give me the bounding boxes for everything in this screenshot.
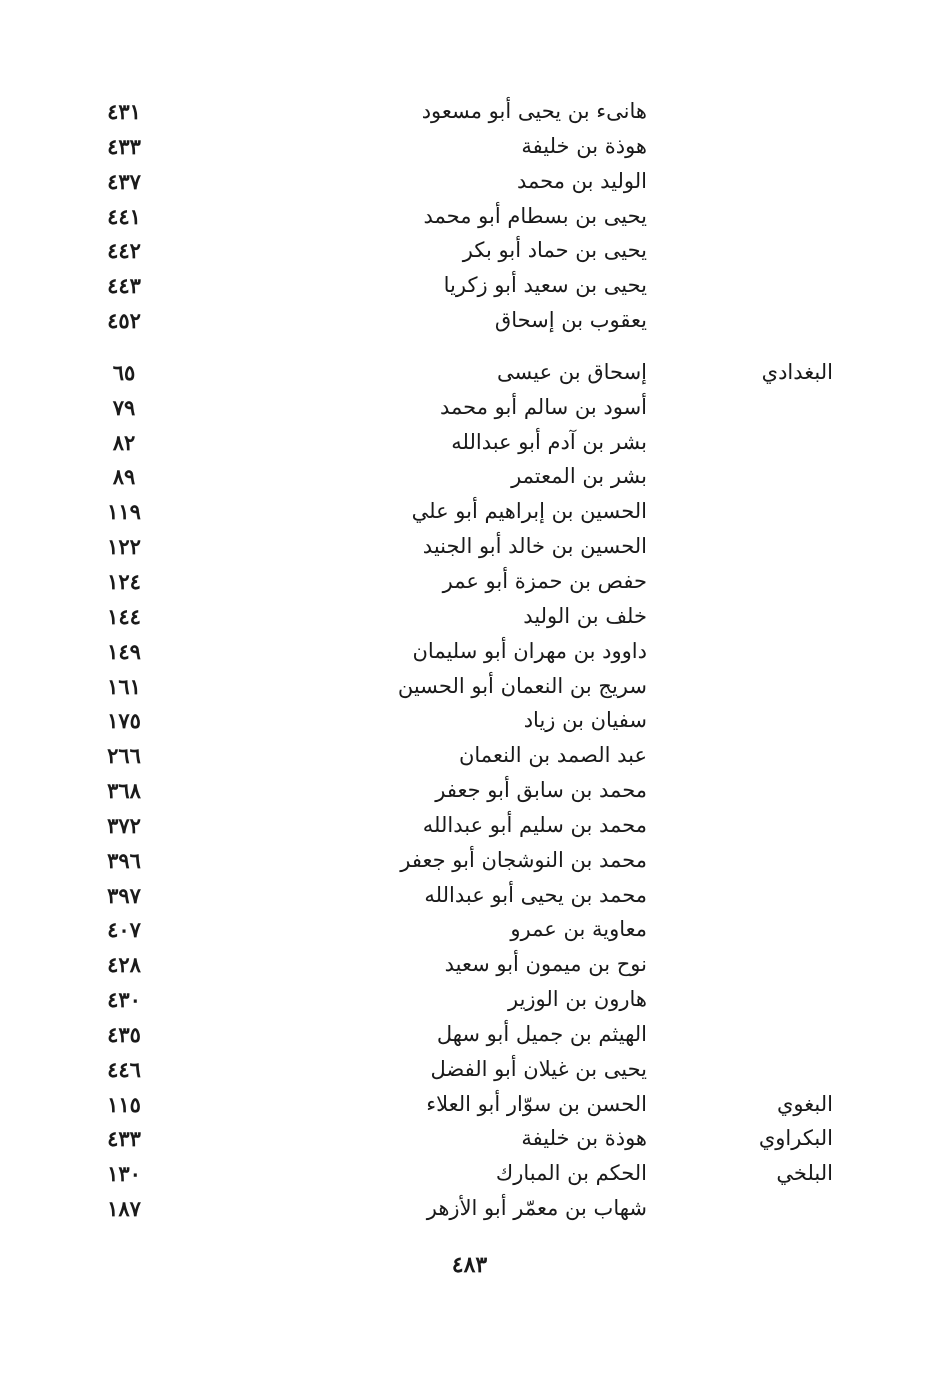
entry-name: يحيى بن سعيد أبو زكريا: [443, 273, 647, 298]
index-entry: [0, 983, 939, 1018]
entry-name: خلف بن الوليد: [523, 603, 647, 628]
index-entry: [0, 844, 939, 879]
entry-page-number: ٤٢٨: [107, 952, 141, 978]
entry-name: الحسين بن إبراهيم أبو علي: [411, 499, 647, 524]
entry-name: عبد الصمد بن النعمان: [458, 743, 647, 768]
entry-page-number: ١٤٩: [107, 638, 141, 664]
entry-page-number: ٢٦٦: [107, 743, 141, 769]
index-entry: [0, 1122, 939, 1157]
entry-name: معاوية بن عمرو: [510, 917, 647, 942]
entry-page-number: ٤٥٢: [107, 308, 141, 334]
entry-name: بشر بن المعتمر: [511, 464, 647, 489]
entry-page-number: ١٨٧: [107, 1196, 141, 1222]
entry-page-number: ٤٤٦: [107, 1056, 141, 1082]
index-entry: [0, 1018, 939, 1053]
entry-page-number: ١٦١: [107, 673, 141, 699]
index-entry: [0, 1088, 939, 1123]
entry-name: نوح بن ميمون أبو سعيد: [444, 952, 647, 977]
index-entry: [0, 1192, 939, 1227]
entry-page-number: ٤٣٥: [107, 1021, 141, 1047]
entry-page-number: ١٧٥: [107, 708, 141, 734]
entry-page-number: ٤٠٧: [107, 917, 141, 943]
entry-page-number: ٨٩: [112, 464, 136, 490]
entry-name: هانىء بن يحيى أبو مسعود: [421, 99, 647, 123]
entry-page-number: ١٢٤: [107, 568, 141, 594]
index-entry: [0, 948, 939, 983]
index-entry: [0, 565, 939, 600]
nisba-heading: البغوي: [777, 1091, 833, 1116]
entry-name: هوذة بن خليفة: [521, 133, 647, 158]
index-entry: [0, 426, 939, 461]
nisba-heading: البغدادي: [761, 359, 833, 384]
entry-page-number: ٣٩٦: [107, 847, 141, 873]
entry-name: أسود بن سالم أبو محمد: [439, 394, 647, 419]
entry-name: الهيثم بن جميل أبو سهل: [436, 1021, 647, 1046]
index-entry: [0, 1053, 939, 1088]
entry-page-number: ٣٧٢: [107, 812, 141, 838]
index-entry: [0, 809, 939, 844]
entry-page-number: ٤٣٣: [107, 1126, 141, 1152]
entry-name: إسحاق بن عيسى: [497, 359, 647, 384]
entry-name: هارون بن الوزير: [507, 987, 647, 1012]
entry-name: الحكم بن المبارك: [495, 1161, 647, 1186]
index-entry: [0, 460, 939, 495]
entry-name: يعقوب بن إسحاق: [494, 308, 647, 333]
index-entry: [0, 530, 939, 565]
entry-name: يحيى بن حماد أبو بكر: [462, 238, 647, 263]
nisba-heading: البكراوي: [758, 1126, 833, 1151]
entry-name: يحيى بن غيلان أبو الفضل: [430, 1056, 647, 1081]
entry-name: سفيان بن زياد: [523, 708, 647, 733]
index-list: [0, 95, 939, 1227]
entry-page-number: ٤٤١: [107, 203, 141, 229]
index-entry: [0, 130, 939, 165]
index-entry: [0, 1157, 939, 1192]
index-entry: [0, 739, 939, 774]
entry-page-number: ٤٣٧: [107, 168, 141, 194]
entry-name: الحسين بن خالد أبو الجنيد: [422, 534, 647, 559]
entry-page-number: ٤٣٣: [107, 133, 141, 159]
index-entry: [0, 704, 939, 739]
index-entry: [0, 600, 939, 635]
entry-page-number: ٣٦٨: [107, 778, 141, 804]
entry-name: حفص بن حمزة أبو عمر: [442, 568, 647, 593]
index-entry: [0, 913, 939, 948]
index-entry: [0, 95, 939, 130]
entry-name: شهاب بن معمّر أبو الأزهر: [426, 1196, 647, 1221]
entry-name: الحسن بن سوّار أبو العلاء: [426, 1091, 647, 1116]
entry-page-number: ١٣٠: [107, 1161, 141, 1187]
entry-name: الوليد بن محمد: [517, 168, 647, 193]
index-entry: [0, 304, 939, 339]
entry-page-number: ٨٢: [112, 429, 136, 455]
index-entry: [0, 391, 939, 426]
entry-name: داوود بن مهران أبو سليمان: [412, 638, 647, 663]
entry-name: هوذة بن خليفة: [521, 1126, 647, 1151]
index-entry: [0, 879, 939, 914]
entry-name: محمد بن سليم أبو عبدالله: [422, 812, 647, 837]
entry-page-number: ١٤٤: [107, 603, 141, 629]
entry-page-number: ٤٣١: [107, 99, 141, 124]
entry-name: يحيى بن بسطام أبو محمد: [423, 203, 647, 228]
entry-page-number: ١١٥: [107, 1091, 141, 1117]
entry-page-number: ٧٩: [112, 394, 136, 420]
entry-name: بشر بن آدم أبو عبدالله: [451, 429, 647, 454]
entry-name: محمد بن سابق أبو جعفر: [435, 778, 647, 803]
entry-page-number: ٤٤٢: [107, 238, 141, 264]
entry-page-number: ١٢٢: [107, 534, 141, 560]
entry-page-number: ٤٣٠: [107, 987, 141, 1013]
entry-page-number: ٤٤٣: [107, 273, 141, 299]
index-entry: [0, 269, 939, 304]
page-number: ٤٨٣: [451, 1252, 488, 1278]
index-entry: [0, 670, 939, 705]
entry-name: محمد بن يحيى أبو عبدالله: [424, 882, 647, 907]
index-entry: [0, 356, 939, 391]
index-entry: [0, 635, 939, 670]
entry-page-number: ٦٥: [112, 359, 136, 385]
entry-name: سريج بن النعمان أبو الحسين: [397, 673, 647, 698]
index-entry: [0, 495, 939, 530]
entry-name: محمد بن النوشجان أبو جعفر: [400, 847, 647, 872]
index-entry: [0, 234, 939, 269]
index-entry: [0, 774, 939, 809]
index-entry: [0, 200, 939, 235]
entry-page-number: ٣٩٧: [107, 882, 141, 908]
entry-page-number: ١١٩: [107, 499, 141, 525]
nisba-heading: البلخي: [776, 1161, 833, 1186]
index-entry: [0, 165, 939, 200]
